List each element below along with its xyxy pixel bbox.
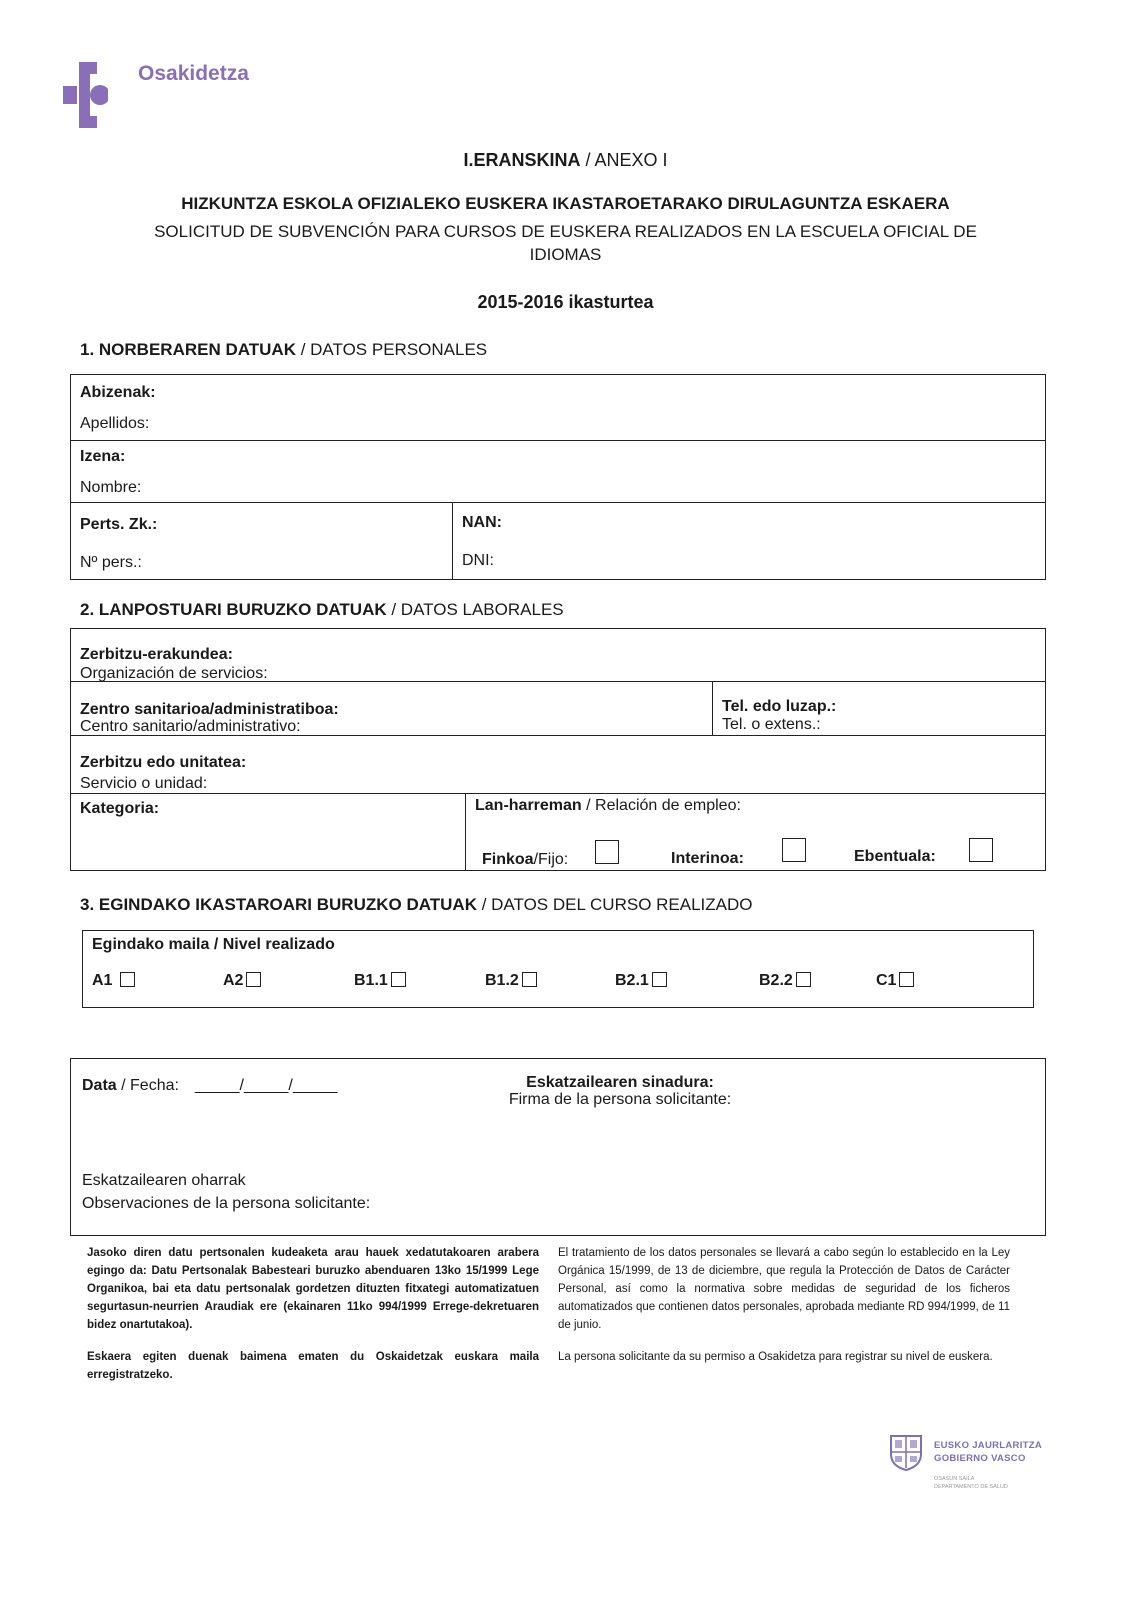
relation-label bbox=[475, 797, 741, 815]
remarks-label-es: Observaciones de la persona solicitante: bbox=[82, 1195, 371, 1212]
signature-label-es: Firma de la persona solicitante: bbox=[508, 1091, 732, 1108]
persno-label-eu: Perts. Zk.: bbox=[80, 516, 158, 533]
coat-of-arms-icon bbox=[886, 1432, 926, 1472]
section3-title-eu: 3. EGINDAKO IKASTAROARI BURUZKO DATUAK bbox=[80, 895, 477, 914]
relation-label-eu: Lan-harreman bbox=[475, 797, 582, 814]
footer-logo-line4: DEPARTAMENTO DE SALUD bbox=[934, 1484, 1008, 1490]
date-label bbox=[82, 1077, 179, 1095]
temporary-label: Ebentuala: bbox=[854, 848, 936, 865]
name-label-es: Nombre: bbox=[80, 479, 142, 496]
relation-label-sep: / bbox=[581, 797, 596, 814]
legal-right-para2: La persona solicitante da su permiso a Osakidetza para registrar su nivel de euskera. bbox=[558, 1351, 993, 1363]
section1-title-es: DATOS PERSONALES bbox=[310, 340, 488, 359]
level-option-c1[interactable] bbox=[876, 972, 914, 990]
level-a2-label: A2 bbox=[223, 972, 244, 989]
phone-label-es: Tel. o extens.: bbox=[722, 716, 821, 733]
section3-title-es: DATOS DEL CURSO REALIZADO bbox=[491, 895, 753, 914]
osakidetza-logo-icon bbox=[62, 60, 108, 132]
phone-label-eu: Tel. edo luzap.: bbox=[722, 698, 837, 715]
section1-title-sep: / bbox=[295, 340, 311, 359]
level-b22-checkbox[interactable] bbox=[796, 972, 811, 987]
date-input[interactable]: _____/_____/_____ bbox=[195, 1077, 338, 1094]
footer-logo-line1: EUSKO JAURLARITZA bbox=[934, 1440, 1043, 1451]
level-a2-checkbox[interactable] bbox=[246, 972, 261, 987]
level-b21-checkbox[interactable] bbox=[652, 972, 667, 987]
org-label-es: Organización de servicios: bbox=[80, 665, 268, 682]
remarks-input[interactable] bbox=[390, 1170, 1035, 1230]
category-label-eu: Kategoria: bbox=[80, 800, 160, 817]
signature-label-eu: Eskatzailearen sinadura: bbox=[526, 1074, 714, 1091]
interim-label: Interinoa: bbox=[671, 850, 744, 867]
name-label-eu: Izena: bbox=[80, 448, 126, 465]
section1-title bbox=[80, 340, 487, 360]
level-b11-label: B1.1 bbox=[354, 972, 388, 989]
section2-title bbox=[80, 600, 564, 620]
level-b11-checkbox[interactable] bbox=[391, 972, 406, 987]
temporary-checkbox[interactable] bbox=[969, 838, 993, 862]
osakidetza-logo bbox=[62, 60, 282, 132]
level-option-b12[interactable] bbox=[485, 972, 537, 990]
id-label-es: DNI: bbox=[462, 552, 494, 569]
section3-title bbox=[80, 895, 753, 915]
level-option-b21[interactable] bbox=[615, 972, 667, 990]
annex-title bbox=[0, 150, 1131, 171]
fixed-label-eu: Finkoa bbox=[482, 851, 534, 868]
legal-right-para1: El tratamiento de los datos personales se llevará a cabo según lo establecido en la Ley Orgánica 15/1999, de 13 de diciembre, que regula la Protección de Datos de Carácter Personal, así como la normativa sobre medidas de seguridad de los ficheros automatizados que contienen datos personales, aprobada mediante RD 994/1999, de 11 de junio. bbox=[558, 1247, 1010, 1331]
surname-input[interactable] bbox=[240, 380, 1030, 436]
footer-logo-line3: OSASUN SAILA bbox=[934, 1476, 975, 1482]
interim-checkbox[interactable] bbox=[782, 838, 806, 862]
level-b12-checkbox[interactable] bbox=[522, 972, 537, 987]
level-option-b11[interactable] bbox=[354, 972, 406, 990]
legal-left-para1: Jasoko diren datu pertsonalen kudeaketa arau hauek xedatutakoaren arabera egingo da: Datu Pertsonalak Babesteari buruzko abenduaren 13ko 15/1999 Lege Organikoa, bai eta datu pertsonalak gordetzen dituzten fitxategi automatizatuen segurtasun-neurrien Araudiak ere (ekainaren 11ko 994/1999 Errege-dekretuaren bidez onartutakoa). bbox=[87, 1247, 539, 1331]
category-input[interactable] bbox=[80, 822, 460, 866]
level-c1-label: C1 bbox=[876, 972, 897, 989]
level-b21-label: B2.1 bbox=[615, 972, 649, 989]
level-label: Egindako maila / Nivel realizado bbox=[92, 936, 335, 953]
level-b22-label: B2.2 bbox=[759, 972, 793, 989]
level-a1-checkbox[interactable] bbox=[120, 972, 135, 987]
form-title-es-line2: IDIOMAS bbox=[529, 245, 602, 264]
section2-title-es: DATOS LABORALES bbox=[400, 600, 564, 619]
level-option-a1[interactable] bbox=[92, 972, 135, 990]
date-label-sep: / bbox=[116, 1077, 131, 1094]
legal-left-para2: Eskaera egiten duenak baimena ematen du Oskaidetzak euskara maila erregistratzeko. bbox=[87, 1351, 539, 1381]
level-b12-label: B1.2 bbox=[485, 972, 519, 989]
level-option-a2[interactable] bbox=[223, 972, 261, 990]
date-label-es: Fecha: bbox=[130, 1077, 179, 1094]
relation-label-es: Relación de empleo: bbox=[595, 797, 741, 814]
center-input[interactable] bbox=[340, 686, 705, 732]
annex-title-es: ANEXO I bbox=[594, 150, 668, 170]
surname-label-es: Apellidos: bbox=[80, 415, 150, 432]
phone-input[interactable] bbox=[850, 686, 1040, 732]
signature-area[interactable] bbox=[470, 1112, 1030, 1162]
name-input[interactable] bbox=[240, 445, 1030, 499]
section3-title-sep: / bbox=[476, 895, 492, 914]
date-label-eu: Data bbox=[82, 1077, 117, 1094]
persno-label-es: Nº pers.: bbox=[80, 554, 142, 571]
id-input[interactable] bbox=[520, 508, 1035, 574]
unit-label-eu: Zerbitzu edo unitatea: bbox=[80, 754, 247, 771]
fixed-label-es: /Fijo: bbox=[533, 851, 569, 868]
center-label-es: Centro sanitario/administrativo: bbox=[80, 718, 301, 735]
fixed-label bbox=[482, 851, 568, 869]
form-title-es-line1: SOLICITUD DE SUBVENCIÓN PARA CURSOS DE EUSKERA REALIZADOS EN LA ESCUELA OFICIAL DE bbox=[154, 222, 977, 241]
osakidetza-logo-text: Osakidetza bbox=[138, 62, 249, 85]
unit-label-es: Servicio o unidad: bbox=[80, 775, 208, 792]
level-a1-label: A1 bbox=[92, 972, 113, 989]
form-title-eu: HIZKUNTZA ESKOLA OFIZIALEKO EUSKERA IKASTAROETARAKO DIRULAGUNTZA ESKAERA bbox=[181, 194, 950, 213]
surname-label-eu: Abizenak: bbox=[80, 384, 156, 401]
level-c1-checkbox[interactable] bbox=[899, 972, 914, 987]
course-year: 2015-2016 ikasturtea bbox=[477, 292, 654, 312]
gobierno-vasco-logo bbox=[886, 1430, 1066, 1500]
remarks-label-eu: Eskatzailearen oharrak bbox=[82, 1172, 246, 1189]
org-label-eu: Zerbitzu-erakundea: bbox=[80, 646, 233, 663]
fixed-checkbox[interactable] bbox=[595, 840, 619, 864]
persno-input[interactable] bbox=[180, 508, 445, 574]
center-label-eu: Zentro sanitarioa/administratiboa: bbox=[80, 701, 339, 718]
annex-title-sep: / bbox=[580, 150, 595, 170]
annex-title-eu: I.ERANSKINA bbox=[463, 150, 581, 170]
section2-title-eu: 2. LANPOSTUARI BURUZKO DATUAK bbox=[80, 600, 387, 619]
section1-title-eu: 1. NORBERAREN DATUAK bbox=[80, 340, 296, 359]
footer-logo-line2: GOBIERNO VASCO bbox=[934, 1453, 1026, 1464]
unit-input[interactable] bbox=[260, 740, 1035, 790]
level-option-b22[interactable] bbox=[759, 972, 811, 990]
section2-title-sep: / bbox=[386, 600, 401, 619]
id-label-eu: NAN: bbox=[462, 514, 502, 531]
org-input[interactable] bbox=[290, 634, 1035, 678]
